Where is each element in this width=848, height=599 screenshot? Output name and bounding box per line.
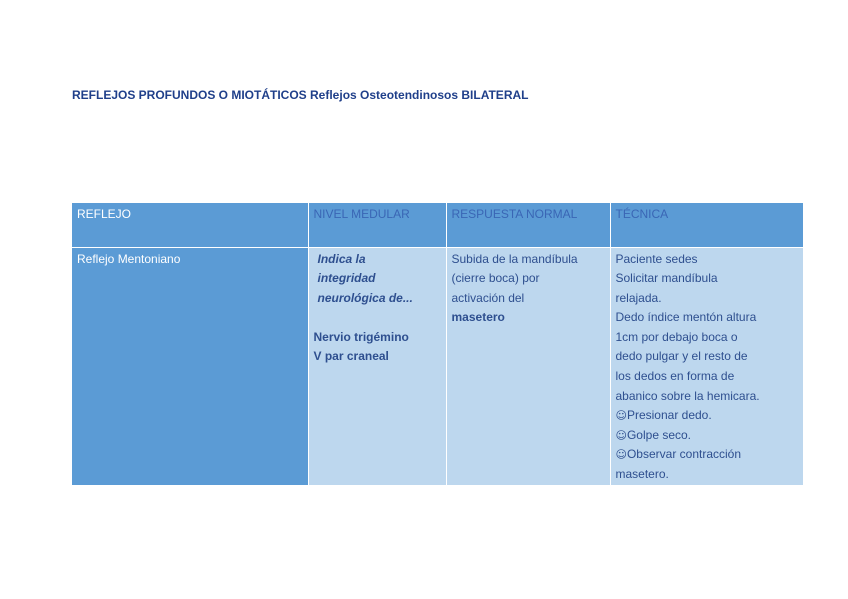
tecnica-line: Solicitar mandíbula <box>615 271 718 286</box>
tecnica-line: dedo pulgar y el resto de <box>615 349 748 364</box>
tecnica-line: Paciente sedes <box>615 251 698 266</box>
smiley-icon: ☺ <box>615 409 627 423</box>
nivel-italic-line: Indica la <box>317 251 366 266</box>
cell-tecnica <box>610 247 803 485</box>
tecnica-line: masetero. <box>615 467 669 482</box>
tecnica-line: 1cm por debajo boca o <box>615 329 738 344</box>
respuesta-line: (cierre boca) por <box>451 271 540 286</box>
respuesta-bold-line: masetero <box>451 310 505 325</box>
header-reflejo: REFLEJO <box>72 203 308 247</box>
table-row <box>72 247 803 485</box>
smiley-icon: ☺ <box>615 448 627 462</box>
cell-reflejo <box>72 247 308 485</box>
respuesta-line: activación del <box>451 290 525 305</box>
reflex-name: Reflejo Mentoniano <box>77 251 181 266</box>
tecnica-step: ☺Presionar dedo. <box>615 408 712 423</box>
tecnica-step: ☺Observar contracción <box>615 447 742 462</box>
tecnica-line: los dedos en forma de <box>615 369 735 384</box>
nivel-italic-line: integridad <box>317 271 376 286</box>
tecnica-line: Dedo índice mentón altura <box>615 310 757 325</box>
tecnica-line: abanico sobre la hemicara. <box>615 388 760 403</box>
header-tecnica: TÉCNICA <box>610 203 803 247</box>
nivel-italic-line: neurológica de... <box>317 290 413 305</box>
document-title: REFLEJOS PROFUNDOS O MIOTÁTICOS Reflejos Osteotendinosos BILATERAL <box>72 88 529 102</box>
header-respuesta-normal: RESPUESTA NORMAL <box>446 203 610 247</box>
table-header-row <box>72 203 803 247</box>
smiley-icon: ☺ <box>615 428 627 442</box>
tecnica-line: relajada. <box>615 290 662 305</box>
tecnica-step: ☺Golpe seco. <box>615 427 692 442</box>
reflex-table <box>72 203 803 485</box>
cell-nivel-medular <box>308 247 446 485</box>
header-nivel-medular: NIVEL MEDULAR <box>308 203 446 247</box>
cell-respuesta-normal <box>446 247 610 485</box>
nivel-bold-line: Nervio trigémino <box>313 329 409 344</box>
respuesta-line: Subida de la mandíbula <box>451 251 578 266</box>
nivel-bold-line: V par craneal <box>313 349 389 364</box>
